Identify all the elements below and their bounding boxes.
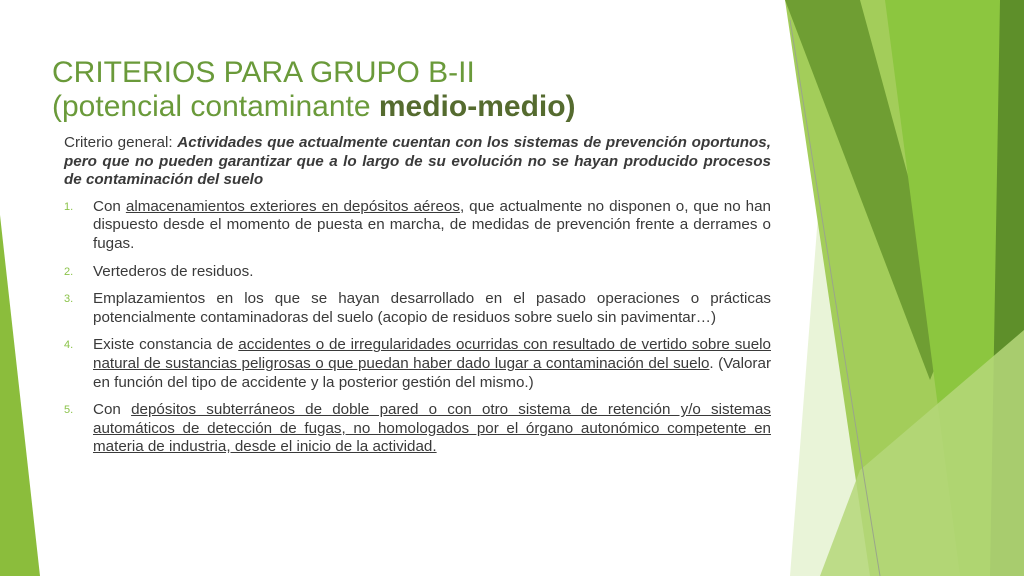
left-green-shape xyxy=(0,215,40,576)
slide-body xyxy=(64,134,771,466)
item-text-underlined: depósitos subterráneos de doble pared o con otro sistema de retención y/o sistemas automáticos de detección de fugas, no homologados por el órgano autonómico competente en materia de industria, desde el inicio de la actividad. xyxy=(93,401,771,456)
item-text: Emplazamientos en los que se hayan desarrollado en el pasado operaciones o prácticas potencialmente contaminadoras del suelo (acopio de residuos sobre suelo sin pavimentar…) xyxy=(93,290,771,326)
item-number: 2. xyxy=(64,265,74,278)
item-number: 5. xyxy=(64,404,74,417)
item-number: 1. xyxy=(64,200,74,213)
list-item xyxy=(64,290,771,327)
title-line-2-bold: medio-medio) xyxy=(378,90,576,123)
item-text-underlined: accidentes o de irregularidades ocurridas con resultado de vertido sobre suelo natural de sustancias peligrosas o que puedan haber dado lugar a contaminación del suelo xyxy=(93,336,771,372)
slide-title xyxy=(52,56,752,124)
general-criterion-label: Criterio general: xyxy=(64,134,173,151)
general-criterion-text: Actividades que actualmente cuentan con los sistemas de prevención oportunos, pero que no pueden garantizar que a lo largo de su evolución no se hayan producido procesos de contaminación del suelo xyxy=(64,134,771,189)
title-line-2-prefix: (potencial contaminante xyxy=(52,90,379,123)
item-text-underlined: almacenamientos exteriores en depósitos aéreos xyxy=(125,197,460,215)
item-number: 3. xyxy=(64,293,74,306)
general-criterion xyxy=(64,134,771,190)
criteria-list xyxy=(64,198,771,457)
list-item xyxy=(64,263,771,282)
item-text-post: . (Valorar en función del tipo de accidente y la posterior gestión del mismo.) xyxy=(93,354,771,391)
item-text-pre: Con xyxy=(93,197,126,215)
title-line-1: CRITERIOS PARA GRUPO B-II xyxy=(52,56,475,89)
item-text-post: , que actualmente no disponen o, que no han dispuesto desde el momento de puesta en marcha, de medidas de prevención frente a derrames o fugas. xyxy=(93,197,772,252)
list-item xyxy=(64,336,771,392)
list-item xyxy=(64,401,771,457)
list-item xyxy=(64,198,771,254)
item-number: 4. xyxy=(64,339,74,352)
item-text-pre: Existe constancia de xyxy=(93,336,239,354)
item-text-pre: Con xyxy=(93,401,132,419)
item-text: Vertederos de residuos. xyxy=(93,262,254,280)
